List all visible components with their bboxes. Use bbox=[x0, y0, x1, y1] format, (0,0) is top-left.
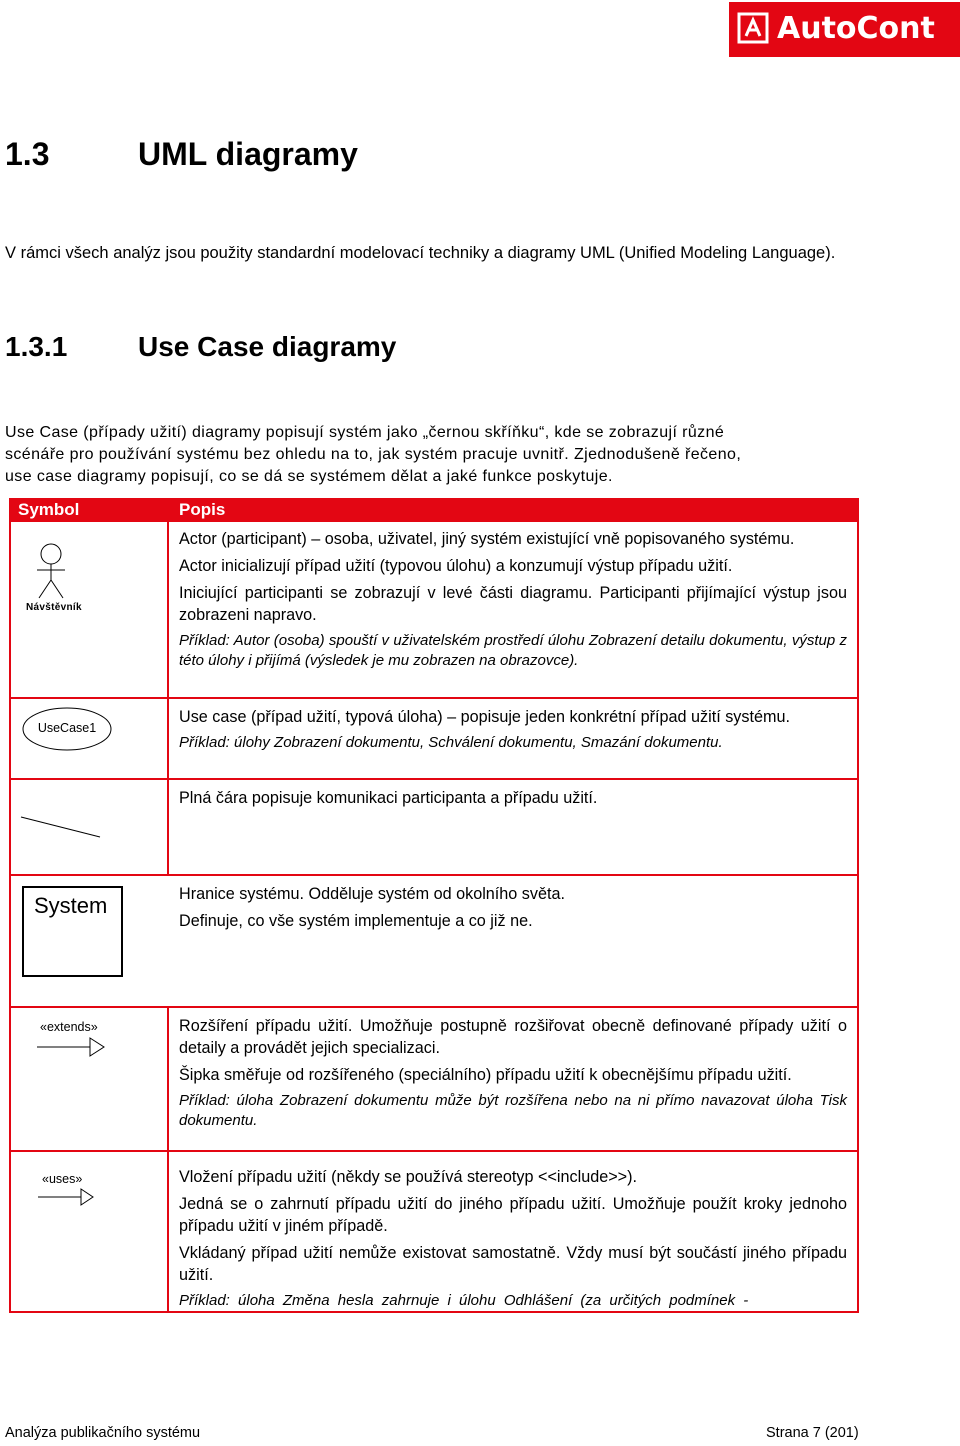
description-text: Iniciující participanti se zobrazují v levé části diagramu. Participanti přijímající výstup jsou zobrazeni napravo. bbox=[179, 584, 847, 624]
example-text: Příklad: Autor (osoba) spouští v uživatelském prostředí úlohu Zobrazení detailu dokumentu, výstup z této úlohy i přijímá (výsledek je mu zobrazen na obrazovce). bbox=[179, 632, 847, 669]
use-case-paragraph bbox=[5, 422, 865, 488]
extends-arrow-icon bbox=[36, 1036, 106, 1058]
table-border bbox=[9, 498, 11, 1313]
row-divider bbox=[9, 697, 859, 699]
subsection-title: Use Case diagramy bbox=[138, 331, 397, 362]
uses-arrow-icon bbox=[37, 1186, 97, 1208]
row-extends-description bbox=[179, 1015, 847, 1136]
section-number: 1.3 bbox=[5, 136, 50, 172]
description-text: Šipka směřuje od rozšířeného (speciálního) případu užití k obecnějšímu případu užití. bbox=[179, 1066, 792, 1084]
stick-figure-actor-icon bbox=[25, 542, 85, 602]
header-description: Popis bbox=[179, 500, 226, 519]
row-divider bbox=[9, 1150, 859, 1152]
description-text: Actor (participant) – osoba, uživatel, jiný systém existující vně popisovaného systému. bbox=[179, 530, 795, 548]
description-text: Plná čára popisuje komunikaci participanta a případu užití. bbox=[179, 789, 598, 807]
table-border bbox=[857, 498, 859, 1313]
actor-label: Návštěvník bbox=[26, 602, 82, 613]
row-use-case-description bbox=[179, 706, 847, 758]
use-case-symbol bbox=[22, 707, 112, 751]
description-text: Rozšíření případu užití. Umožňuje postupně rozšiřovat obecně definované případy užití o detaily a provádět jejich specializaci. bbox=[179, 1017, 847, 1057]
example-text: Příklad: úloha Změna hesla zahrnuje i úlohu Odhlášení (za určitých podmínek - bbox=[179, 1292, 749, 1309]
description-text: Vložení případu užití (někdy se používá stereotyp <<include>>). bbox=[179, 1168, 638, 1186]
system-boundary-box bbox=[22, 886, 123, 977]
intro-paragraph: V rámci všech analýz jsou použity standardní modelovací techniky a diagramy UML (Unified Modeling Language). bbox=[5, 244, 836, 262]
company-logo bbox=[729, 2, 960, 57]
row-divider bbox=[9, 778, 859, 780]
association-line-icon bbox=[19, 814, 103, 840]
use-case-label: UseCase1 bbox=[37, 721, 97, 735]
logo-mark-icon bbox=[737, 12, 769, 44]
symbol-table bbox=[9, 498, 859, 1313]
paragraph-line: use case diagramy popisují, co se dá se systémem dělat a jaké funkce poskytuje. bbox=[5, 468, 613, 485]
column-divider bbox=[167, 1007, 169, 1311]
description-text: Jedná se o zahrnutí případu užití do jiného případu užití. Umožňuje použít kroky jednoho případu užití v jiném případě. bbox=[179, 1195, 847, 1235]
logo-text: AutoCont bbox=[777, 11, 935, 46]
row-divider bbox=[9, 874, 859, 876]
footer-page-number: Strana 7 (201) bbox=[766, 1425, 859, 1441]
description-text: Hranice systému. Odděluje systém od okolního světa. bbox=[179, 885, 565, 903]
description-text: Actor inicializují případ užití (typovou úlohu) a konzumují výstup případu užití. bbox=[179, 557, 733, 575]
system-label: System bbox=[34, 893, 108, 918]
description-text: Use case (případ užití, typová úloha) – popisuje jeden konkrétní případ užití systému. bbox=[179, 708, 790, 726]
row-uses-description bbox=[179, 1166, 847, 1316]
subsection-number: 1.3.1 bbox=[5, 331, 68, 362]
footer-title: Analýza publikačního systému bbox=[5, 1425, 201, 1441]
example-text: Příklad: úloha Zobrazení dokumentu může být rozšířena nebo na ni přímo navazovat úloha Tisk dokumentu. bbox=[179, 1092, 847, 1129]
actor-symbol bbox=[25, 542, 85, 602]
section-title: UML diagramy bbox=[138, 136, 358, 172]
row-association-description bbox=[179, 787, 847, 814]
extends-label: «extends» bbox=[40, 1020, 98, 1034]
description-text: Definuje, co vše systém implementuje a co již ne. bbox=[179, 912, 533, 930]
paragraph-line: scénáře pro používání systému bez ohledu na to, jak systém pracuje uvnitř. Zjednodušeně řečeno, bbox=[5, 446, 742, 463]
description-text: Vkládaný případ užití nemůže existovat samostatně. Vždy musí být součástí jiného případu užití. bbox=[179, 1244, 847, 1284]
header-symbol: Symbol bbox=[18, 500, 80, 519]
paragraph-line: Use Case (případy užití) diagramy popisují systém jako „černou skříňku“, kde se zobrazují různé bbox=[5, 424, 725, 441]
table-header bbox=[9, 498, 859, 522]
row-actor-description bbox=[179, 528, 847, 676]
row-divider bbox=[9, 1006, 859, 1008]
example-text: Příklad: úlohy Zobrazení dokumentu, Schválení dokumentu, Smazání dokumentu. bbox=[179, 734, 723, 751]
row-system-description bbox=[179, 883, 847, 937]
uses-label: «uses» bbox=[42, 1172, 83, 1186]
